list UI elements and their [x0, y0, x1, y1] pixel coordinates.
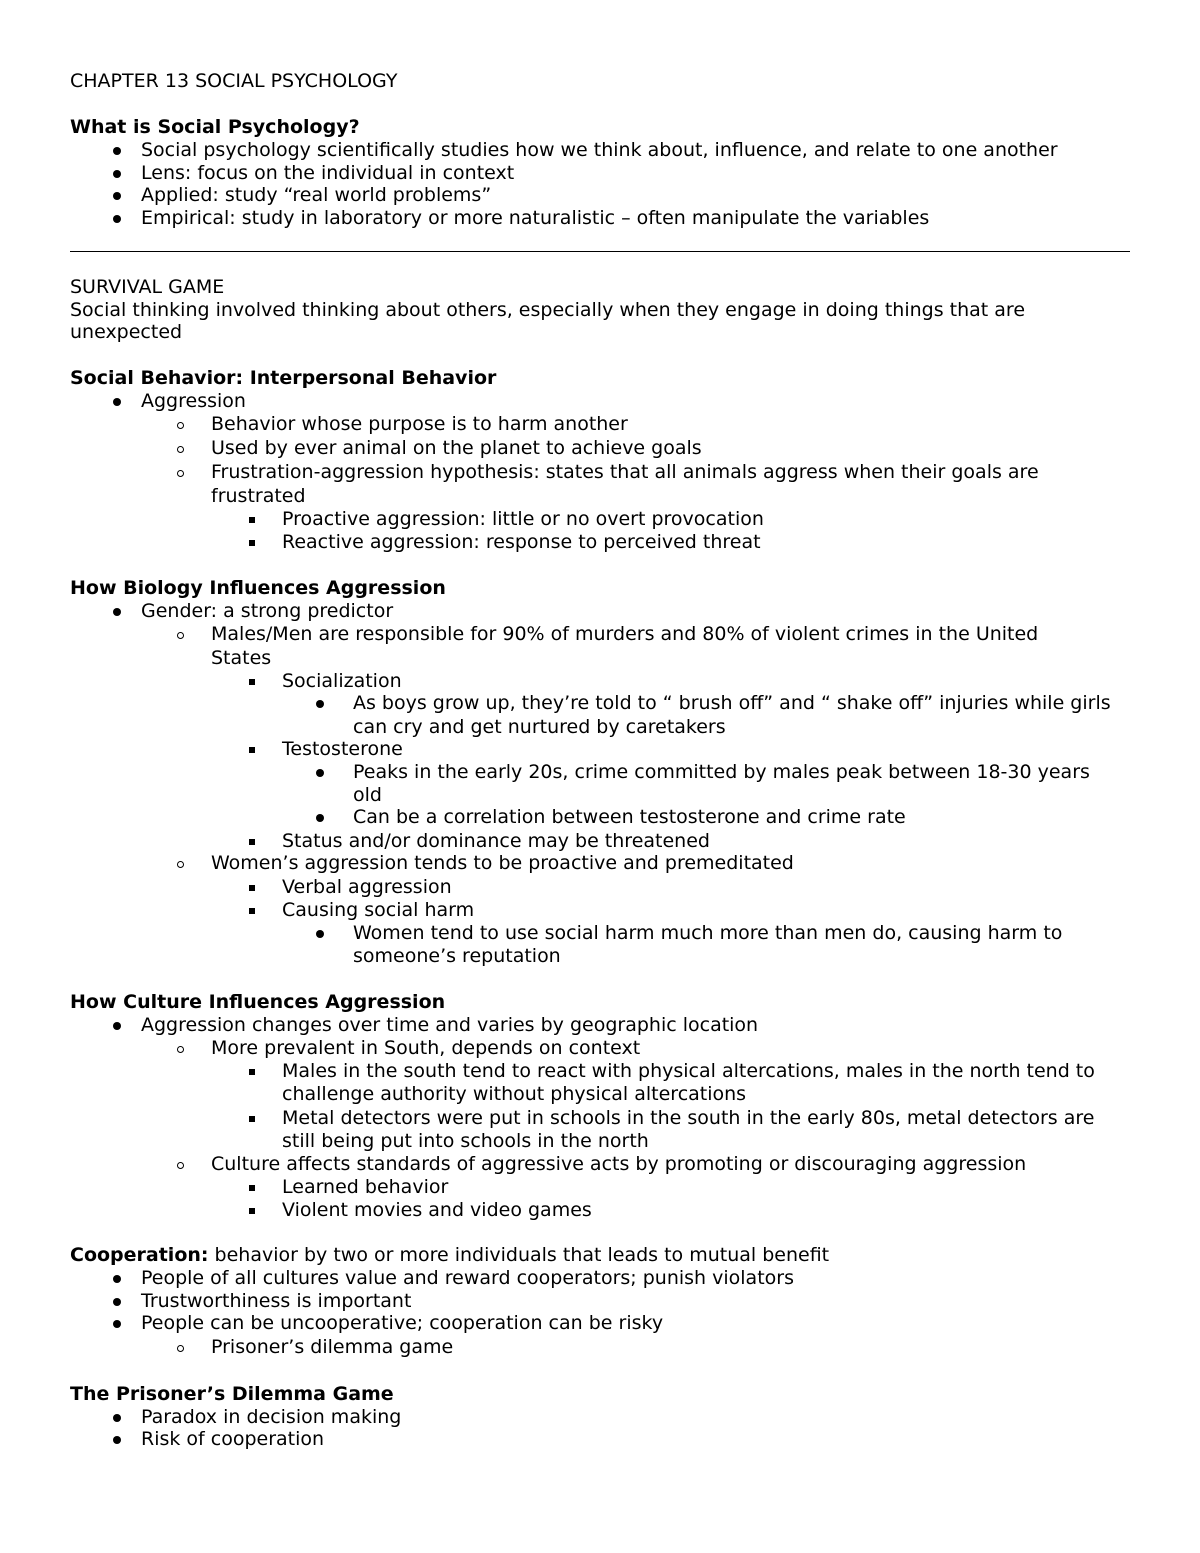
cooperation-term: Cooperation:: [70, 1244, 209, 1266]
list-item: Males in the south tend to react with physical altercations, males in the north tend to: [282, 1060, 1095, 1082]
list-item: Culture affects standards of aggressive acts by promoting or discouraging aggression: [211, 1153, 1027, 1175]
square-bullet-icon: [249, 679, 255, 685]
bullet-icon: [113, 1298, 121, 1306]
cooperation-def: behavior by two or more individuals that leads to mutual benefit: [208, 1244, 830, 1266]
list-item: Risk of cooperation: [141, 1428, 325, 1450]
square-bullet-icon: [249, 747, 255, 753]
list-item: Aggression: [141, 390, 246, 412]
bullet-icon: [113, 1414, 121, 1422]
bullet-icon: [316, 700, 324, 708]
list-item: As boys grow up, they’re told to “ brush off” and “ shake off” injuries while girls: [353, 692, 1111, 714]
paragraph-line: unexpected: [70, 321, 183, 343]
list-item-continuation: can cry and get nurtured by caretakers: [353, 716, 726, 738]
bullet-icon: [113, 398, 121, 406]
circle-bullet-icon: [177, 446, 184, 453]
list-item: Verbal aggression: [282, 876, 452, 898]
square-bullet-icon: [249, 1069, 255, 1075]
circle-bullet-icon: [177, 1345, 184, 1352]
list-item: Frustration-aggression hypothesis: states that all animals aggress when their goals are: [211, 461, 1039, 483]
list-item: Males/Men are responsible for 90% of murders and 80% of violent crimes in the United: [211, 623, 1039, 645]
list-item: Lens: focus on the individual in context: [141, 162, 515, 184]
heading-biology-aggression: How Biology Influences Aggression: [70, 577, 446, 599]
list-item: Violent movies and video games: [282, 1199, 592, 1221]
horizontal-divider: [70, 251, 1130, 252]
bullet-icon: [113, 1320, 121, 1328]
list-item: Applied: study “real world problems”: [141, 184, 492, 206]
bullet-icon: [113, 192, 121, 200]
list-item: Peaks in the early 20s, crime committed by males peak between 18-30 years: [353, 761, 1090, 783]
list-item: Learned behavior: [282, 1176, 449, 1198]
circle-bullet-icon: [177, 470, 184, 477]
square-bullet-icon: [249, 1116, 255, 1122]
list-item-continuation: frustrated: [211, 485, 306, 507]
list-item: Trustworthiness is important: [141, 1290, 412, 1312]
square-bullet-icon: [249, 908, 255, 914]
heading-prisoners-dilemma: The Prisoner’s Dilemma Game: [70, 1383, 394, 1405]
paragraph-line: Social thinking involved thinking about others, especially when they engage in doing things that are: [70, 299, 1026, 321]
heading-what-is-social-psychology: What is Social Psychology?: [70, 116, 360, 138]
list-item: Gender: a strong predictor: [141, 600, 394, 622]
square-bullet-icon: [249, 540, 255, 546]
heading-culture-aggression: How Culture Influences Aggression: [70, 991, 446, 1013]
cooperation-definition: [70, 1244, 829, 1267]
page-title: CHAPTER 13 SOCIAL PSYCHOLOGY: [70, 70, 398, 92]
list-item: Used by ever animal on the planet to achieve goals: [211, 437, 702, 459]
bullet-icon: [113, 215, 121, 223]
bullet-icon: [113, 1022, 121, 1030]
bullet-icon: [316, 930, 324, 938]
list-item-continuation: challenge authority without physical altercations: [282, 1083, 747, 1105]
list-item: Prisoner’s dilemma game: [211, 1336, 454, 1358]
list-item: Behavior whose purpose is to harm another: [211, 413, 628, 435]
list-item: People of all cultures value and reward cooperators; punish violators: [141, 1267, 794, 1289]
circle-bullet-icon: [177, 422, 184, 429]
heading-survival-game: SURVIVAL GAME: [70, 276, 225, 298]
bullet-icon: [113, 1436, 121, 1444]
list-item: Empirical: study in laboratory or more naturalistic – often manipulate the variables: [141, 207, 930, 229]
bullet-icon: [113, 608, 121, 616]
list-item-continuation: still being put into schools in the north: [282, 1130, 649, 1152]
list-item: Testosterone: [282, 738, 403, 760]
bullet-icon: [113, 170, 121, 178]
list-item-continuation: States: [211, 647, 272, 669]
list-item: Reactive aggression: response to perceived threat: [282, 531, 761, 553]
list-item: Paradox in decision making: [141, 1406, 402, 1428]
list-item: Can be a correlation between testosterone and crime rate: [353, 806, 906, 828]
list-item: Causing social harm: [282, 899, 475, 921]
list-item: Women’s aggression tends to be proactive and premeditated: [211, 852, 794, 874]
list-item: Status and/or dominance may be threatened: [282, 830, 710, 852]
circle-bullet-icon: [177, 632, 184, 639]
bullet-icon: [316, 769, 324, 777]
square-bullet-icon: [249, 1185, 255, 1191]
square-bullet-icon: [249, 839, 255, 845]
square-bullet-icon: [249, 1208, 255, 1214]
bullet-icon: [113, 1275, 121, 1283]
bullet-icon: [113, 147, 121, 155]
circle-bullet-icon: [177, 1162, 184, 1169]
list-item: Social psychology scientifically studies how we think about, influence, and relate to one another: [141, 139, 1058, 161]
square-bullet-icon: [249, 517, 255, 523]
list-item: Proactive aggression: little or no overt provocation: [282, 508, 764, 530]
square-bullet-icon: [249, 885, 255, 891]
heading-social-behavior: Social Behavior: Interpersonal Behavior: [70, 367, 497, 389]
list-item: More prevalent in South, depends on context: [211, 1037, 641, 1059]
list-item-continuation: someone’s reputation: [353, 945, 561, 967]
list-item: Aggression changes over time and varies by geographic location: [141, 1014, 759, 1036]
list-item: Metal detectors were put in schools in the south in the early 80s, metal detectors are: [282, 1107, 1095, 1129]
list-item: People can be uncooperative; cooperation can be risky: [141, 1312, 664, 1334]
bullet-icon: [316, 814, 324, 822]
list-item: Socialization: [282, 670, 402, 692]
list-item: Women tend to use social harm much more than men do, causing harm to: [353, 922, 1063, 944]
circle-bullet-icon: [177, 861, 184, 868]
list-item-continuation: old: [353, 784, 382, 806]
circle-bullet-icon: [177, 1046, 184, 1053]
